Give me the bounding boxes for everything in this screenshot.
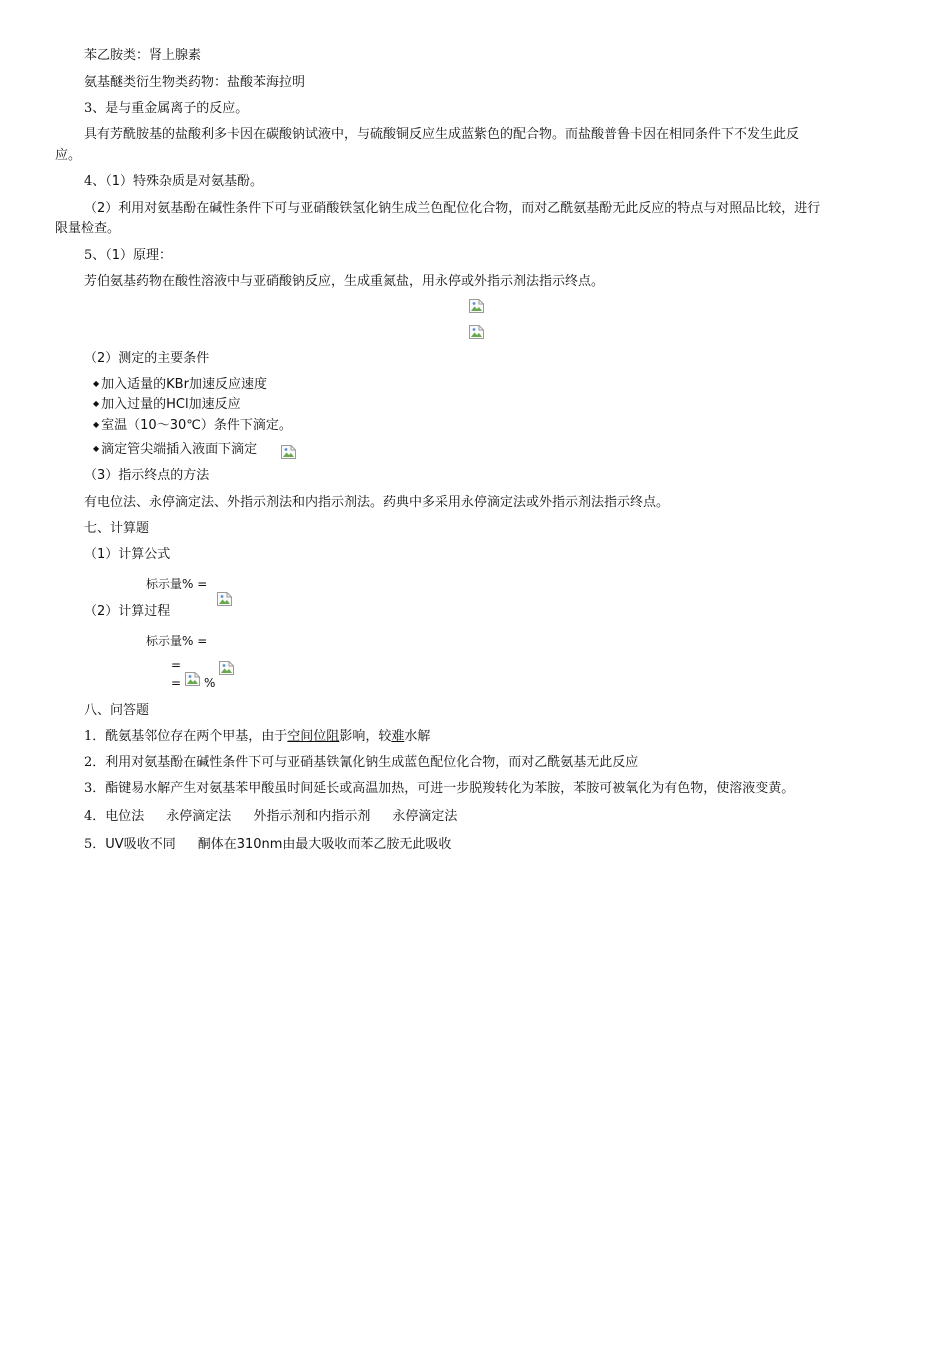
qa-item-2: 2．利用对氨基酚在碱性条件下可与亚硝基铁氰化钠生成蓝色配位化合物，而对乙酰氨基无此反应	[84, 755, 639, 770]
qa-title: 八、问答题	[84, 703, 150, 718]
q5-endpoint-heading: （3）指示终点的方法	[84, 468, 210, 483]
calc-formula-label: 标示量% =	[146, 577, 208, 591]
qa-item-3: 3．酯键易水解产生对氨基苯甲酸虽时间延长或高温加热，可进一步脱羧转化为苯胺，苯胺可被氧化为有色物，使溶液变黄。	[84, 781, 795, 796]
calc-eq-2: =	[171, 676, 182, 690]
broken-image-icon	[184, 671, 202, 687]
calc-process-label: 标示量% =	[146, 634, 208, 648]
condition-item: ◆ 加入适量的KBr加速反应速度	[93, 377, 267, 392]
q5-conditions-heading: （2）测定的主要条件	[84, 351, 210, 366]
condition-item: ◆ 加入过量的HCl加速反应	[93, 397, 241, 412]
q3-paragraph: 具有芳酰胺基的盐酸利多卡因在碳酸钠试液中，与硫酸铜反应生成蓝紫色的配合物。而盐酸普鲁卡因在相同条件下不发生此反	[84, 127, 800, 142]
calc-formula-heading: （1）计算公式	[84, 547, 171, 562]
bullet-icon: ◆	[93, 379, 100, 388]
q4-number: 4、	[84, 174, 106, 189]
condition-item: ◆ 室温（10～30℃）条件下滴定。	[93, 418, 292, 433]
q5-heading	[84, 249, 172, 262]
calc-eq-1: =	[171, 658, 182, 672]
broken-image-icon	[280, 444, 298, 460]
qa-item-1: 1．酰氨基邻位存在两个甲基，由于空间位阻影响，较难水解	[84, 729, 431, 744]
line-phenethylamine: 苯乙胺类：肾上腺素	[84, 48, 202, 63]
line-aminoether: 氨基醚类衍生物类药物：盐酸苯海拉明	[84, 75, 306, 90]
calc-process-heading: （2）计算过程	[84, 604, 171, 619]
q4-line-1	[84, 175, 263, 188]
qa-item-4: 4．电位法 永停滴定法 外指示剂和内指示剂 永停滴定法	[84, 809, 458, 824]
q3-number: 3、	[84, 101, 106, 116]
broken-image-icon	[468, 298, 486, 314]
broken-image-icon	[216, 591, 234, 607]
q5-heading-text: （1）原理：	[105, 248, 173, 263]
calc-eq-2-percent: %	[204, 676, 216, 690]
broken-image-icon	[468, 324, 486, 340]
q5-principle: 芳伯氨基药物在酸性溶液中与亚硝酸钠反应，生成重氮盐，用永停或外指示剂法指示终点。	[84, 274, 605, 289]
q4-text-1: （1）特殊杂质是对氨基酚。	[105, 174, 264, 189]
q5-number: 5、	[84, 248, 106, 263]
q3-heading	[84, 102, 248, 115]
bullet-icon: ◆	[93, 420, 100, 429]
qa-item-5: 5．UV吸收不同 酮体在310nm由最大吸收而苯乙胺无此吸收	[84, 837, 452, 852]
q4-line-2-wrap: 限量检查。	[55, 221, 121, 236]
broken-image-icon	[218, 660, 236, 676]
calc-title: 七、计算题	[84, 521, 150, 536]
bullet-icon: ◆	[93, 444, 100, 453]
q5-endpoint-text: 有电位法、永停滴定法、外指示剂法和内指示剂法。药典中多采用永停滴定法或外指示剂法指示终点。	[84, 495, 670, 510]
condition-item: ◆ 滴定管尖端插入液面下滴定	[93, 442, 258, 457]
q3-heading-text: 是与重金属离子的反应。	[105, 101, 249, 116]
q4-line-2: （2）利用对氨基酚在碱性条件下可与亚硝酸铁氢化钠生成兰色配位化合物，而对乙酰氨基酚无此反应的特点与对照品比较，进行	[84, 201, 821, 216]
bullet-icon: ◆	[93, 399, 100, 408]
q3-paragraph-wrap: 应。	[55, 148, 82, 163]
